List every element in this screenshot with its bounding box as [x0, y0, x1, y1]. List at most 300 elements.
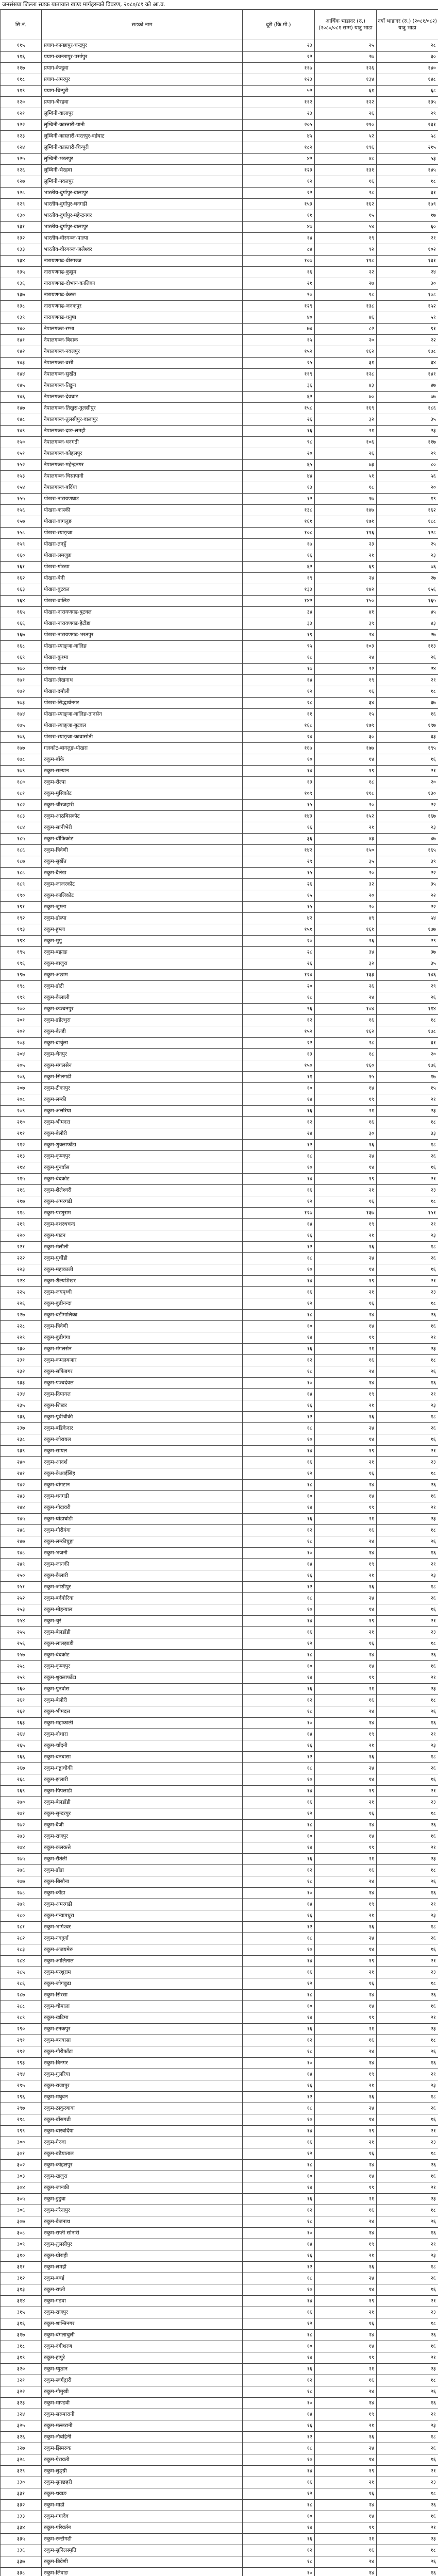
table-row [1, 766, 438, 777]
cell-route: पोखरा-कुश्मा [42, 652, 243, 664]
cell-serial: २१२ [1, 1140, 42, 1151]
cell-fare-current: १९ [315, 1672, 377, 1684]
cell-fare-new: १७८ [377, 1026, 438, 1038]
cell-serial: २८५ [1, 1967, 42, 1978]
cell-fare-current: १४ [315, 2568, 377, 2576]
cell-distance: १४ [243, 233, 315, 244]
cell-route: रुकुम-राजपुर [42, 1831, 243, 1842]
cell-distance: १५३ [243, 199, 315, 210]
cell-fare-new: ८० [377, 460, 438, 471]
cell-fare-current: १५ [315, 1072, 377, 1083]
cell-fare-new: २३ [377, 2080, 438, 2092]
cell-serial: २६६ [1, 1752, 42, 1763]
table-row [1, 1151, 438, 1162]
cell-serial: २९९ [1, 2126, 42, 2137]
cell-fare-current: १६ [315, 2375, 377, 2386]
cell-route: रुकुम-खजुरा [42, 2171, 243, 2182]
cell-fare-new: १६ [377, 1774, 438, 1786]
cell-route: रुकुम-बडीमालिका [42, 1310, 243, 1321]
cell-serial: २२५ [1, 1287, 42, 1298]
cell-distance: १८ [243, 2386, 315, 2398]
cell-serial: ३२९ [1, 2466, 42, 2477]
table-row [1, 1060, 438, 1072]
cell-fare-current: ६१ [315, 86, 377, 97]
table-row [1, 1763, 438, 1774]
cell-fare-new: १८ [377, 1582, 438, 1593]
table-row [1, 358, 438, 369]
cell-serial: २५६ [1, 1638, 42, 1650]
cell-fare-current: ४१ [315, 607, 377, 618]
cell-distance: १६ [243, 1287, 315, 1298]
table-row [1, 1264, 438, 1276]
cell-distance: १० [243, 1491, 315, 1502]
cell-route: लुम्बिनी-नवलपुर [42, 176, 243, 188]
cell-serial: २०३ [1, 1038, 42, 1049]
cell-fare-current: १४ [315, 2341, 377, 2352]
cell-fare-current: २८ [315, 188, 377, 199]
cell-fare-current: १९ [315, 1502, 377, 1514]
cell-fare-current: ४९ [315, 913, 377, 924]
cell-serial: ३३४ [1, 2522, 42, 2534]
table-row [1, 1933, 438, 1944]
table-row [1, 2024, 438, 2035]
cell-fare-new: १६ [377, 2228, 438, 2239]
cell-distance: १८ [243, 1763, 315, 1774]
table-row [1, 2545, 438, 2556]
cell-distance: १२ [243, 1808, 315, 1820]
cell-fare-current: १९ [315, 2182, 377, 2194]
cell-serial: ३१४ [1, 2296, 42, 2307]
cell-fare-current: ११६ [315, 528, 377, 539]
cell-serial: २३४ [1, 1389, 42, 1400]
cell-serial: २०१ [1, 1015, 42, 1026]
cell-distance: १८ [243, 1480, 315, 1491]
table-row [1, 1593, 438, 1604]
header-serial: सि.नं. [1, 10, 42, 40]
cell-fare-new: १०२ [377, 244, 438, 256]
table-row [1, 1038, 438, 1049]
cell-fare-new: २३ [377, 2364, 438, 2375]
table-row [1, 52, 438, 63]
cell-distance: १४ [243, 2126, 315, 2137]
table-row [1, 2284, 438, 2296]
cell-route: रुकुम-टनकपुर [42, 2024, 243, 2035]
cell-serial: १३६ [1, 278, 42, 290]
cell-fare-current: १६ [315, 1695, 377, 1706]
cell-fare-current: १६ [315, 1015, 377, 1026]
table-row [1, 437, 438, 448]
cell-serial: ११६ [1, 52, 42, 63]
cell-distance: ६५ [243, 460, 315, 471]
table-row [1, 154, 438, 165]
cell-fare-current: २४ [315, 992, 377, 1004]
cell-fare-current: १४२ [315, 584, 377, 596]
cell-distance: १४ [243, 1899, 315, 1910]
cell-fare-new: १८ [377, 2375, 438, 2386]
cell-fare-new: १६ [377, 1162, 438, 1174]
cell-fare-new: २३ [377, 2477, 438, 2488]
table-row [1, 720, 438, 732]
cell-fare-current: २४ [315, 630, 377, 641]
cell-route: रुकुम-सिरसा [42, 1990, 243, 2001]
cell-serial: १२० [1, 97, 42, 108]
cell-fare-current: २४ [315, 652, 377, 664]
cell-serial: २०९ [1, 1106, 42, 1117]
table-row [1, 108, 438, 120]
cell-distance: २५ [243, 358, 315, 369]
cell-route: रुकुम-बेदकोट [42, 1174, 243, 1185]
table-row [1, 1468, 438, 1480]
cell-serial: १७५ [1, 720, 42, 732]
table-row [1, 1582, 438, 1593]
cell-fare-current: १४७ [315, 505, 377, 516]
table-row [1, 1638, 438, 1650]
fare-table [0, 9, 438, 2576]
table-row [1, 1015, 438, 1026]
table-row [1, 2001, 438, 2012]
table-row [1, 1480, 438, 1491]
cell-serial: १३९ [1, 312, 42, 324]
table-row [1, 800, 438, 811]
cell-distance: १४२ [243, 845, 315, 856]
cell-serial: १९३ [1, 924, 42, 936]
cell-route: रुकुम-सुन्दरपुर [42, 1808, 243, 1820]
cell-fare-current: १३७ [315, 1208, 377, 1219]
cell-route: रुकुम-रौतेली [42, 1854, 243, 1865]
cell-fare-current: १६२ [315, 1026, 377, 1038]
cell-route: पोखरा-स्याङ्जा-बुटवल [42, 720, 243, 732]
cell-fare-new: २१ [377, 1672, 438, 1684]
cell-route: पोखरा-सिद्धार्थनगर [42, 698, 243, 709]
cell-route: रुकुम-कमलबजार [42, 1355, 243, 1366]
cell-fare-new: १८ [377, 2148, 438, 2160]
cell-serial: १६९ [1, 652, 42, 664]
cell-route: रुकुम-गोदावरी [42, 1502, 243, 1514]
cell-distance: १० [243, 1718, 315, 1729]
cell-fare-new: १६ [377, 2568, 438, 2576]
cell-fare-current: १६ [315, 1638, 377, 1650]
cell-fare-new: १४० [377, 63, 438, 74]
cell-route: रुकुम-चुरे [42, 1616, 243, 1627]
cell-serial: २९५ [1, 2080, 42, 2092]
cell-fare-current: १७ [315, 494, 377, 505]
cell-route: रुकुम-मंगलसेन [42, 1060, 243, 1072]
table-row [1, 868, 438, 879]
cell-fare-current: २० [315, 890, 377, 902]
cell-distance: १४ [243, 766, 315, 777]
cell-route: रुकुम-डोटी [42, 981, 243, 992]
cell-distance: १६ [243, 426, 315, 437]
cell-fare-current: ३९ [315, 618, 377, 630]
cell-route: पोखरा-तनहुँ [42, 539, 243, 550]
cell-route: रुकुम-माडी [42, 2500, 243, 2511]
cell-distance: १८ [243, 2103, 315, 2114]
cell-serial: १५४ [1, 482, 42, 494]
cell-serial: १५६ [1, 505, 42, 516]
cell-serial: २२७ [1, 1310, 42, 1321]
cell-fare-current: २५ [315, 40, 377, 52]
cell-distance: १४ [243, 2409, 315, 2420]
cell-fare-current: २४ [315, 1650, 377, 1661]
cell-serial: ३०६ [1, 2205, 42, 2216]
table-row [1, 2522, 438, 2534]
cell-serial: १३१ [1, 222, 42, 233]
cell-fare-new: २३ [377, 1740, 438, 1752]
cell-route: नारायणगढ-धनुषा [42, 312, 243, 324]
cell-serial: १९९ [1, 992, 42, 1004]
cell-distance: १८ [243, 2500, 315, 2511]
cell-fare-current: १८ [315, 777, 377, 788]
cell-fare-current: २१ [315, 426, 377, 437]
cell-distance: ११९ [243, 369, 315, 380]
table-row [1, 346, 438, 358]
cell-route: रुकुम-पाटन [42, 1230, 243, 1242]
table-row [1, 992, 438, 1004]
cell-distance: १६ [243, 2477, 315, 2488]
cell-fare-new: २६ [377, 2103, 438, 2114]
cell-serial: १७६ [1, 732, 42, 743]
cell-fare-current: १४ [315, 1434, 377, 1446]
cell-distance: २० [243, 936, 315, 947]
cell-distance: १८ [243, 2273, 315, 2284]
table-row [1, 1990, 438, 2001]
cell-fare-current: १९ [315, 1332, 377, 1344]
cell-fare-current: १९ [315, 2239, 377, 2250]
cell-fare-current: १२६ [315, 63, 377, 74]
cell-distance: १८ [243, 1423, 315, 1434]
cell-fare-current: १९ [315, 1389, 377, 1400]
table-row [1, 244, 438, 256]
cell-fare-new: ३९ [377, 856, 438, 868]
cell-serial: २७१ [1, 1808, 42, 1820]
cell-route: रुकुम-झिमरुक [42, 2443, 243, 2454]
cell-route: रुकुम-थवाङ [42, 2488, 243, 2500]
cell-route: रुकुम-नरैनापुर [42, 2205, 243, 2216]
cell-distance: २० [243, 448, 315, 460]
cell-fare-new: १७८ [377, 346, 438, 358]
table-row [1, 890, 438, 902]
table-row [1, 709, 438, 720]
cell-distance: १४ [243, 1389, 315, 1400]
cell-route: पोखरा-नारायणघाट [42, 494, 243, 505]
cell-route: रुकुम-बबई [42, 2273, 243, 2284]
table-row [1, 1944, 438, 1956]
table-row [1, 754, 438, 766]
table-row [1, 2080, 438, 2092]
cell-distance: १२३ [243, 165, 315, 176]
cell-serial: ३१० [1, 2250, 42, 2262]
cell-route: पोखरा-स्याङ्जा-कावासोती [42, 732, 243, 743]
cell-distance: १२ [243, 1117, 315, 1128]
cell-route: भारतीय-दुर्गापुर-वालापुर [42, 188, 243, 199]
cell-fare-current: १४ [315, 2284, 377, 2296]
cell-fare-new: ३५ [377, 414, 438, 426]
cell-serial: ३३८ [1, 2568, 42, 2576]
header-fare-new: नयाँ भाडादर (रु.) (२०८१/०८२) यात्रु भाडा [377, 10, 438, 40]
cell-fare-new: २१ [377, 2352, 438, 2364]
cell-fare-new: ९१ [377, 324, 438, 335]
cell-serial: १३४ [1, 256, 42, 267]
cell-fare-current: १९ [315, 766, 377, 777]
cell-fare-current: १९ [315, 1956, 377, 1967]
cell-fare-current: २४ [315, 1253, 377, 1264]
cell-distance: १२ [243, 494, 315, 505]
cell-fare-current: २१ [315, 2024, 377, 2035]
cell-fare-current: १९ [315, 1174, 377, 1185]
cell-distance: १२ [243, 1525, 315, 1536]
cell-fare-new: १६ [377, 1548, 438, 1559]
cell-fare-new: २३ [377, 1230, 438, 1242]
cell-fare-current: २० [315, 800, 377, 811]
cell-fare-new: १८ [377, 1412, 438, 1423]
cell-fare-new: १९ [377, 494, 438, 505]
cell-route: रुकुम-बैजनाथ [42, 2216, 243, 2228]
cell-route: रुकुम-बडिकेदार [42, 1423, 243, 1434]
cell-distance: १४ [243, 1729, 315, 1740]
cell-fare-new: १६ [377, 2398, 438, 2409]
cell-distance: १६ [243, 2420, 315, 2432]
cell-serial: १९२ [1, 913, 42, 924]
cell-serial: २२६ [1, 1298, 42, 1310]
cell-serial: ३१९ [1, 2352, 42, 2364]
cell-fare-current: १४ [315, 1083, 377, 1094]
cell-serial: ३०१ [1, 2148, 42, 2160]
cell-fare-current: १५ [315, 709, 377, 720]
cell-serial: १५९ [1, 539, 42, 550]
cell-route: रुकुम-नवदुर्गा [42, 1933, 243, 1944]
cell-fare-new: १६ [377, 1321, 438, 1332]
cell-fare-new: १४१ [377, 369, 438, 380]
cell-distance: १५२ [243, 346, 315, 358]
cell-fare-new: २१ [377, 1786, 438, 1797]
cell-fare-current: २४ [315, 2500, 377, 2511]
table-row [1, 86, 438, 97]
cell-distance: १० [243, 1888, 315, 1899]
table-row [1, 607, 438, 618]
cell-route: पोखरा-नारायणगढ-भरतपुर [42, 630, 243, 641]
table-row [1, 1774, 438, 1786]
table-row [1, 1389, 438, 1400]
cell-distance: १६ [243, 1910, 315, 1922]
cell-route: पोखरा-बागलुङ [42, 516, 243, 528]
cell-fare-new: २६ [377, 1763, 438, 1774]
cell-fare-new: १६२ [377, 505, 438, 516]
cell-fare-new: २६ [377, 2556, 438, 2568]
cell-serial: १५० [1, 437, 42, 448]
cell-fare-current: १७१ [315, 516, 377, 528]
cell-distance: १६ [243, 1627, 315, 1638]
cell-fare-new: १९७ [377, 720, 438, 732]
table-row [1, 1650, 438, 1661]
cell-serial: ३२० [1, 2364, 42, 2375]
cell-fare-current: २४ [315, 1366, 377, 1378]
cell-fare-new: २६ [377, 1366, 438, 1378]
cell-fare-new: २१ [377, 2012, 438, 2024]
cell-serial: ३१५ [1, 2307, 42, 2318]
cell-serial: १४५ [1, 380, 42, 392]
cell-fare-new: ७७ [377, 392, 438, 403]
cell-serial: २५१ [1, 1582, 42, 1593]
cell-route: रुकुम-चौमाला [42, 2001, 243, 2012]
cell-fare-current: १९ [315, 2352, 377, 2364]
table-row [1, 1978, 438, 1990]
cell-serial: १३० [1, 210, 42, 222]
cell-distance: १२ [243, 1922, 315, 1933]
cell-serial: २७८ [1, 1888, 42, 1899]
cell-fare-new: २० [377, 777, 438, 788]
cell-fare-current: २४ [315, 1593, 377, 1604]
cell-distance: १० [243, 2058, 315, 2069]
table-row [1, 2386, 438, 2398]
cell-distance: १५ [243, 868, 315, 879]
cell-route: रुकुम-बिसौना [42, 1876, 243, 1888]
table-row [1, 1820, 438, 1831]
cell-fare-new: २३ [377, 2307, 438, 2318]
cell-distance: १८ [243, 2330, 315, 2341]
cell-serial: २१० [1, 1117, 42, 1128]
cell-serial: १४९ [1, 426, 42, 437]
cell-fare-current: १४ [315, 2511, 377, 2522]
table-row [1, 539, 438, 550]
table-row [1, 97, 438, 108]
cell-fare-current: २१ [315, 1514, 377, 1525]
cell-distance: ३६ [243, 380, 315, 392]
cell-fare-current: ५४ [315, 222, 377, 233]
table-row [1, 414, 438, 426]
cell-serial: २३१ [1, 1355, 42, 1366]
cell-fare-new: २१ [377, 233, 438, 244]
cell-route: पोखरा-लमजुङ [42, 550, 243, 562]
cell-route: पोखरा-लेखनाथ [42, 675, 243, 686]
cell-route: रुकुम-जोशीपुर [42, 1582, 243, 1593]
cell-serial: २४७ [1, 1536, 42, 1548]
cell-fare-current: १४ [315, 1661, 377, 1672]
cell-route: रुकुम-बझाङ [42, 947, 243, 958]
cell-fare-current: १६ [315, 1922, 377, 1933]
cell-distance: १० [243, 2284, 315, 2296]
cell-distance: ११ [243, 709, 315, 720]
cell-serial: १३८ [1, 301, 42, 312]
cell-serial: ३१८ [1, 2341, 42, 2352]
cell-route: रुकुम-बोगटान [42, 1480, 243, 1491]
cell-fare-new: १८ [377, 1468, 438, 1480]
table-row [1, 165, 438, 176]
table-row [1, 2262, 438, 2273]
cell-serial: २८१ [1, 1922, 42, 1933]
cell-distance: १७ [243, 664, 315, 675]
cell-route: रुकुम-भजनी [42, 1548, 243, 1559]
cell-serial: १८८ [1, 868, 42, 879]
cell-serial: ३३२ [1, 2500, 42, 2511]
cell-serial: ३२२ [1, 2386, 42, 2398]
cell-distance: २०५ [243, 120, 315, 131]
table-row [1, 2488, 438, 2500]
cell-serial: २४३ [1, 1491, 42, 1502]
cell-distance: १३ [243, 482, 315, 494]
cell-route: प्रयाग-कान्छापुर-पर्सापुर [42, 52, 243, 63]
cell-route: रुकुम-मुगु [42, 936, 243, 947]
cell-route: रुकुम-बनबासा [42, 1752, 243, 1763]
cell-fare-new: २६ [377, 1310, 438, 1321]
cell-fare-current: १४ [315, 754, 377, 766]
cell-fare-new: ३३ [377, 732, 438, 743]
cell-route: पोखरा-नारायणगढ-बुटवल [42, 607, 243, 618]
cell-serial: १६६ [1, 618, 42, 630]
cell-distance: १४ [243, 1094, 315, 1106]
cell-fare-current: २१ [315, 2137, 377, 2148]
cell-fare-current: १४ [315, 1321, 377, 1332]
cell-fare-current: २४ [315, 2103, 377, 2114]
